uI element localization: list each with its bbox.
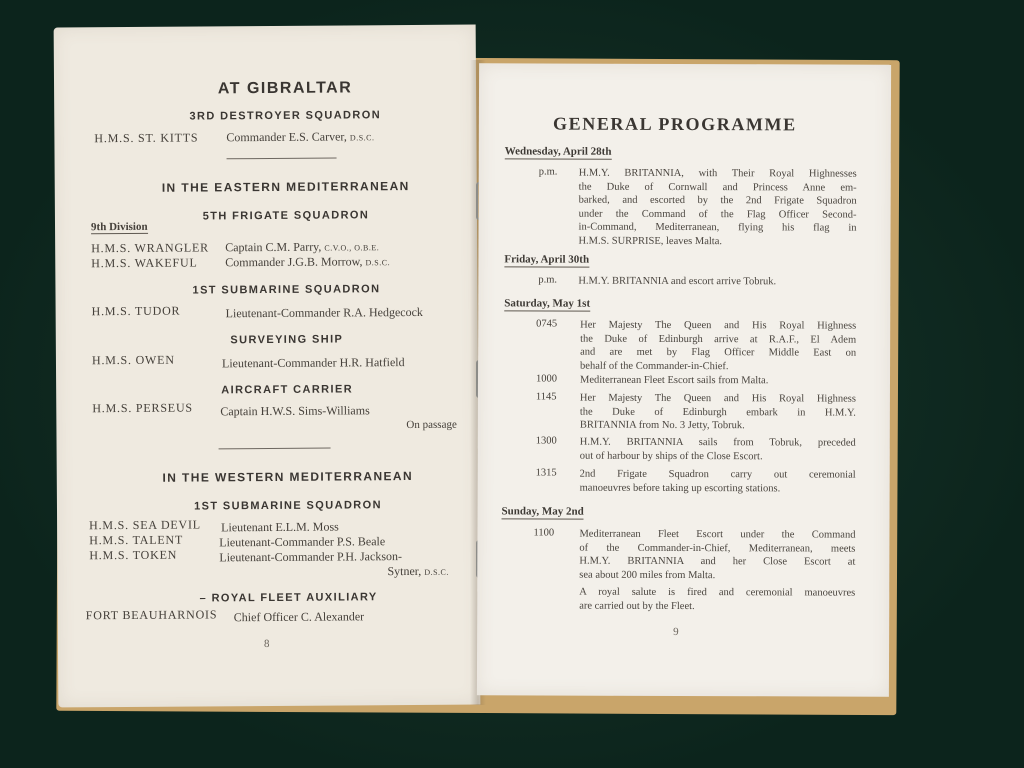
time-label: 1000 bbox=[535, 373, 558, 385]
page-number-left: 8 bbox=[263, 637, 270, 651]
eastern-med-heading: IN THE EASTERN MEDITERRANEAN bbox=[161, 178, 410, 195]
time-label: p.m. bbox=[538, 274, 558, 286]
date-wednesday: Wednesday, April 28th bbox=[504, 145, 612, 158]
time-label: 1300 bbox=[535, 435, 557, 447]
officer-morrow: Commander J.G.B. Morrow, D.S.C. bbox=[225, 254, 391, 270]
officer-sims-williams: Captain H.W.S. Sims-Williams bbox=[220, 403, 370, 419]
frigate-squadron-heading: 5TH FRIGATE SQUADRON bbox=[202, 209, 370, 223]
event-text: H.M.Y. BRITANNIA, with Their Royal Highnesses the Duke of Cornwall and Princess Anne em- barked, and escorted by the 2nd Frigate Squadron under the Command of the Flag Officer Second- in-Command, Mediterranean, flying his flag in H.M.S. SURPRISE, leaves Malta. bbox=[578, 167, 857, 247]
time-label: 1145 bbox=[535, 391, 557, 403]
officer-jackson: Lieutenant-Commander P.H. Jackson- bbox=[219, 549, 403, 565]
event-text: Her Majesty The Queen and His Royal Highness the Duke of Edinburgh arrive at R.A.F., El Adem and are met by Flag Officer Middle East on behalf of the Commander-in-Chief. bbox=[580, 319, 857, 372]
ship-owen: H.M.S. OWEN bbox=[91, 352, 175, 368]
date-saturday: Saturday, May 1st bbox=[504, 297, 591, 310]
surveying-ship-heading: SURVEYING SHIP bbox=[230, 333, 344, 347]
divider bbox=[227, 158, 337, 160]
officer-parry: Captain C.M. Parry, C.V.O., O.B.E. bbox=[225, 239, 380, 255]
submarine-squadron-heading-west: 1ST SUBMARINE SQUADRON bbox=[193, 499, 382, 513]
ship-fort-beauharnois: FORT BEAUHARNOIS bbox=[85, 607, 218, 623]
time-label: p.m. bbox=[538, 166, 558, 178]
time-label: 0745 bbox=[536, 318, 558, 330]
ship-talent: H.M.S. TALENT bbox=[89, 532, 184, 548]
event-text: Her Majesty The Queen and His Royal Highness the Duke of Edinburgh embark in H.M.Y. BRITANNIA from No. 3 Jetty, Tobruk. bbox=[579, 392, 856, 432]
ship-wakeful: H.M.S. WAKEFUL bbox=[91, 255, 198, 271]
time-label: 1100 bbox=[533, 527, 555, 539]
officer-beale: Lieutenant-Commander P.S. Beale bbox=[219, 534, 386, 550]
date-friday: Friday, April 30th bbox=[504, 253, 590, 266]
officer-hedgecock: Lieutenant-Commander R.A. Hedgecock bbox=[225, 304, 423, 321]
division-label: 9th Division bbox=[90, 220, 148, 234]
event-text: H.M.Y. BRITANNIA sails from Tobruk, preceded out of harbour by ships of the Close Escort. bbox=[579, 436, 856, 462]
officer-moss: Lieutenant E.L.M. Moss bbox=[221, 519, 339, 535]
event-text: Mediterranean Fleet Escort under the Command of the Commander-in-Chief, Mediterranean, meets H.M.Y. BRITANNIA and her Close Escort at sea about 200 miles from Malta. bbox=[579, 528, 856, 581]
event-text: 2nd Frigate Squadron carry out ceremonial manoeuvres before taking up escorting stations. bbox=[579, 468, 856, 494]
officer-hatfield: Lieutenant-Commander H.R. Hatfield bbox=[221, 355, 405, 371]
ship-perseus: H.M.S. PERSEUS bbox=[92, 400, 193, 416]
event-text: Mediterranean Fleet Escort sails from Malta. bbox=[579, 374, 769, 387]
ship-wrangler: H.M.S. WRANGLER bbox=[91, 240, 210, 256]
time-label: 1315 bbox=[535, 467, 557, 479]
ship-sea-devil: H.M.S. SEA DEVIL bbox=[89, 517, 201, 533]
officer-sytner: Sytner, D.S.C. bbox=[387, 563, 449, 579]
officer-alexander: Chief Officer C. Alexander bbox=[233, 609, 365, 625]
right-page bbox=[477, 63, 891, 696]
western-med-heading: IN THE WESTERN MEDITERRANEAN bbox=[162, 468, 414, 485]
ship-token: H.M.S. TOKEN bbox=[89, 547, 178, 563]
date-sunday: Sunday, May 2nd bbox=[501, 505, 584, 518]
on-passage-note: On passage bbox=[406, 418, 457, 432]
page-number-right: 9 bbox=[673, 625, 679, 638]
ship-st-kitts: H.M.S. ST. KITTS bbox=[94, 130, 199, 146]
ship-tudor: H.M.S. TUDOR bbox=[91, 303, 181, 319]
submarine-squadron-heading-east: 1ST SUBMARINE SQUADRON bbox=[192, 283, 381, 297]
destroyer-squadron-heading: 3RD DESTROYER SQUADRON bbox=[189, 109, 382, 123]
event-text: A royal salute is fired and ceremonial manoeuvres are carried out by the Fleet. bbox=[579, 586, 856, 612]
event-text: H.M.Y. BRITANNIA and escort arrive Tobruk. bbox=[578, 275, 777, 288]
officer-carver: Commander E.S. Carver, D.S.C. bbox=[226, 129, 375, 145]
page-title: GENERAL PROGRAMME bbox=[553, 113, 797, 135]
gibraltar-heading: AT GIBRALTAR bbox=[217, 79, 353, 98]
divider bbox=[219, 448, 331, 450]
aircraft-carrier-heading: AIRCRAFT CARRIER bbox=[221, 383, 354, 397]
left-page bbox=[54, 25, 481, 708]
rfa-heading: – ROYAL FLEET AUXILIARY bbox=[199, 591, 378, 605]
